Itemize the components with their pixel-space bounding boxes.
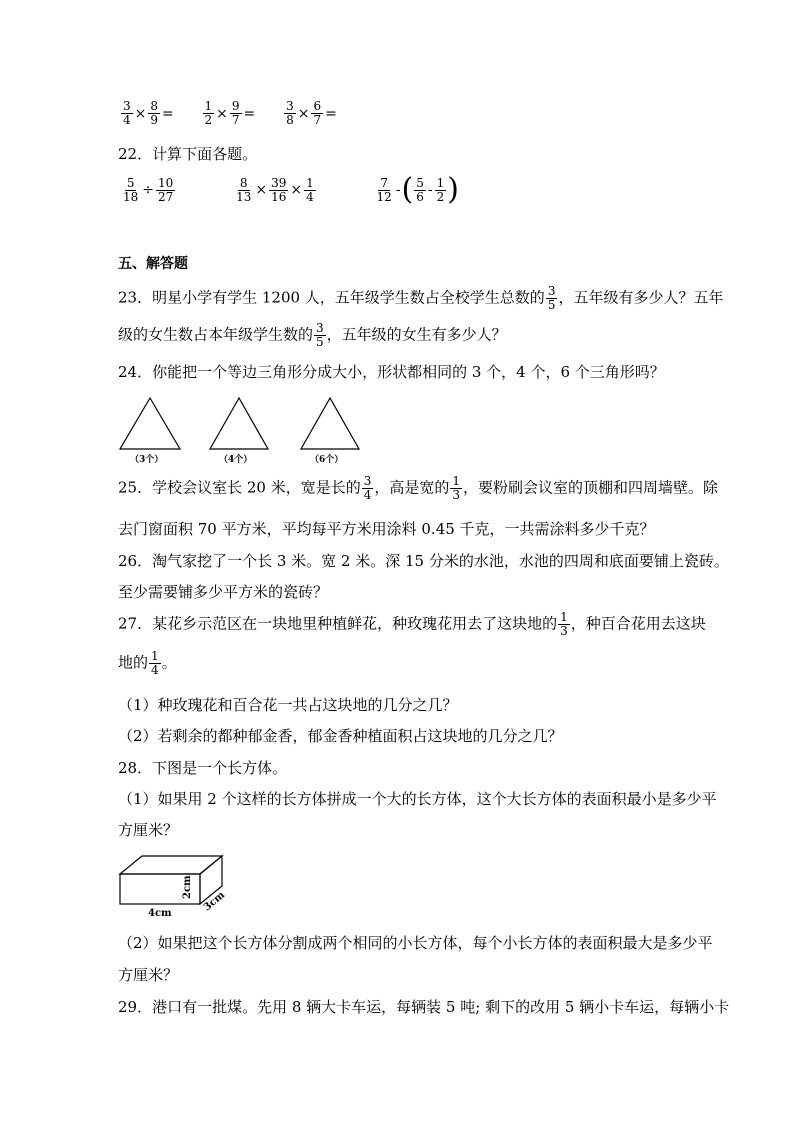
fraction: $\frac{1}{4}$: [151, 649, 159, 677]
fraction: $\frac{7}{12}$: [376, 175, 392, 204]
fraction: $\frac{3}{4}$: [123, 99, 131, 127]
q28-sub-1-line-1: （1）如果用 2 个这样的长方体拼成一个大的长方体，这个大长方体的表面积最小是多少平: [118, 790, 717, 808]
section-heading: 五、解答题: [118, 256, 188, 272]
q22-expressions: [120, 172, 459, 207]
dimension-height: 2cm: [182, 875, 193, 899]
q28-sub-2-line-2: 方厘米？: [118, 966, 179, 984]
calc-item-2: $\frac{1}{2}$ × $\frac{9}{7}$ =: [204, 99, 256, 127]
fraction: $\frac{39}{16}$: [271, 175, 287, 204]
fraction: $\frac{8}{9}$: [150, 99, 159, 127]
fraction: $\frac{6}{7}$: [313, 99, 322, 127]
triangle-label-6: （6个）: [310, 455, 344, 465]
q22-expr-2: $\frac{8}{13}$ × $\frac{39}{16}$ × $\frac{1}{4}$: [236, 175, 314, 204]
q23-line-2: 级的女生数占本年级学生数的 $\frac{3}{5}$ ，五年级的女生有多少人？: [118, 321, 507, 349]
q26-line-1: 26．淘气家挖了一个长 3 米。宽 2 米。深 15 分米的水池，水池的四周和底面要铺上瓷砖。: [118, 552, 729, 570]
q22-title: 22．计算下面各题。: [118, 145, 258, 163]
fraction: $\frac{3}{8}$: [286, 99, 294, 127]
dimension-width: 3cm: [201, 889, 228, 914]
q22-expr-3: $\frac{7}{12}$ -( $\frac{5}{6}$ - $\frac{1}{2}$ ): [376, 172, 459, 207]
q25-line-1: 25．学校会议室长 20 米，宽是长的 $\frac{3}{4}$ ，高是宽的 $\frac{1}{3}$ ，要粉刷会议室的顶棚和四周墙壁。除: [118, 474, 719, 502]
q29-line-1: 29．港口有一批煤。先用 8 辆大卡车运，每辆装 5 吨; 剩下的改用 5 辆小卡车运，每辆小卡: [118, 998, 730, 1016]
q25-line-2: 去门窗面积 70 平方米，平均每平方米用涂料 0.45 千克，一共需涂料多少千克？: [118, 520, 655, 538]
triangle-label-3: （3个）: [130, 455, 164, 465]
q27-sub-2: （2）若剩余的都种郁金香，郁金香种植面积占这块地的几分之几？: [118, 727, 563, 745]
q27-line-2: 地的 $\frac{1}{4}$ 。: [118, 649, 177, 677]
left-paren: (: [401, 172, 414, 207]
fraction: $\frac{3}{5}$: [547, 284, 556, 312]
right-paren: ): [447, 172, 459, 207]
q24-text: 24．你能把一个等边三角形分成大小，形状都相同的 3 个，4 个，6 个三角形吗？: [118, 363, 665, 381]
triangles-figure: [115, 393, 375, 468]
dimension-length: 4cm: [148, 908, 172, 919]
cuboid-top-face: [120, 856, 222, 874]
fraction: $\frac{1}{4}$: [306, 175, 314, 204]
q22-expr-1: $\frac{5}{18}$ ÷ $\frac{10}{27}$: [123, 175, 174, 204]
q28-sub-2-line-1: （2）如果把这个长方体分割成两个相同的小长方体，每个小长方体的表面积最大是多少平: [118, 934, 713, 952]
fraction: $\frac{8}{13}$: [236, 175, 252, 204]
fraction: $\frac{5}{6}$: [416, 175, 424, 204]
q27-line-1: 27．某花乡示范区在一块地里种植鲜花，种玫瑰花用去了这块地的 $\frac{1}{3}$ ，种百合花用去这块: [118, 610, 706, 638]
q28-title: 28．下图是一个长方体。: [118, 759, 288, 777]
calc-item-3: $\frac{3}{8}$ × $\frac{6}{7}$ =: [286, 99, 337, 127]
q27-sub-1: （1）种玫瑰花和百合花一共占这块地的几分之几？: [118, 696, 458, 714]
fraction: $\frac{1}{3}$: [452, 474, 461, 502]
triangle-label-4: （4个）: [219, 455, 253, 465]
fraction: $\frac{5}{18}$: [123, 175, 139, 204]
fraction: $\frac{9}{7}$: [231, 99, 240, 127]
cuboid-figure: [112, 851, 252, 923]
q28-sub-1-line-2: 方厘米？: [118, 821, 179, 839]
calc-row-1: [120, 100, 338, 127]
fraction: $\frac{1}{2}$: [436, 175, 445, 204]
fraction: $\frac{3}{5}$: [316, 321, 324, 349]
triangle-6: [301, 398, 359, 449]
calc-item-1: $\frac{3}{4}$ × $\frac{8}{9}$ =: [123, 99, 174, 127]
fraction: $\frac{10}{27}$: [158, 175, 174, 204]
triangle-3: [120, 398, 180, 449]
triangle-4: [210, 398, 268, 449]
q23-line-1: 23．明星小学有学生 1200 人，五年级学生数占全校学生总数的 $\frac{3}{5}$ ，五年级有多少人？五年: [118, 284, 724, 312]
fraction: $\frac{1}{2}$: [204, 99, 213, 127]
fraction: $\frac{1}{3}$: [560, 610, 568, 638]
q26-line-2: 至少需要铺多少平方米的瓷砖？: [118, 583, 329, 601]
fraction: $\frac{3}{4}$: [363, 474, 372, 502]
